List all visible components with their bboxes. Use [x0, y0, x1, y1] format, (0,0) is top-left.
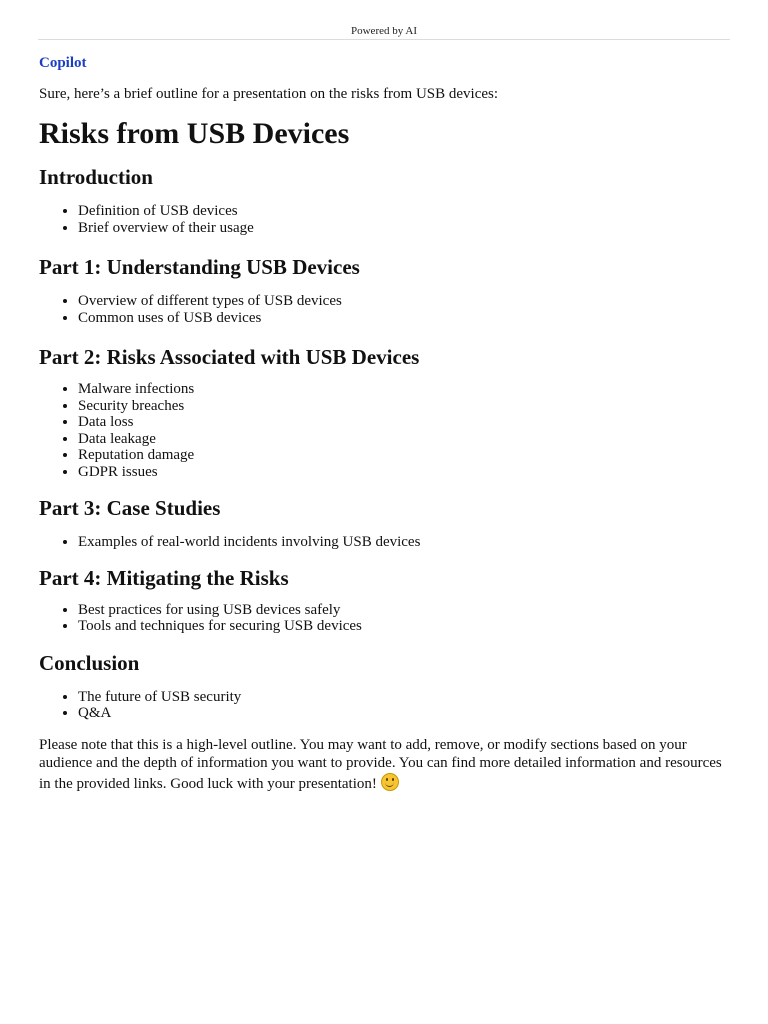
document-title: Risks from USB Devices: [39, 117, 350, 150]
list-item: • Data leakage: [78, 431, 729, 448]
list-item: • Best practices for using USB devices safely: [78, 602, 729, 619]
section-heading: Part 4: Mitigating the Risks: [39, 565, 289, 590]
list-item: • Data loss: [78, 414, 729, 431]
list-item: • Definition of USB devices: [78, 203, 729, 220]
bullet-list: [39, 293, 729, 326]
bullet-list: [39, 534, 729, 551]
intro-text: Sure, here’s a brief outline for a presentation on the risks from USB devices:: [39, 86, 499, 102]
section-heading: Part 2: Risks Associated with USB Devices: [39, 345, 420, 369]
assistant-name: Copilot: [39, 55, 87, 71]
section-introduction: [39, 164, 729, 236]
list-item: • Reputation damage: [78, 447, 729, 464]
section-heading: Conclusion: [39, 650, 140, 675]
smiling-face-icon: [381, 773, 399, 791]
bullet-list: [39, 203, 729, 236]
section-part-1: [39, 254, 729, 326]
list-item: • Overview of different types of USB devices: [78, 293, 729, 310]
section-part-2: [39, 344, 729, 480]
list-item: • GDPR issues: [78, 464, 729, 481]
bullet-list: [39, 381, 729, 480]
section-part-3: [39, 495, 729, 551]
list-item: • Malware infections: [78, 381, 729, 398]
section-conclusion: [39, 650, 729, 722]
powered-by-label: Powered by AI: [351, 25, 417, 37]
section-heading: Introduction: [39, 165, 153, 189]
list-item: • The future of USB security: [78, 689, 729, 706]
closing-note-text: Please note that this is a high-level outline. You may want to add, remove, or modify sections based on your audience and the depth of information you want to provide. You can find more detailed information and resources in the provided links. Good luck with your presentation!: [39, 736, 722, 792]
section-heading: Part 3: Case Studies: [39, 496, 221, 520]
bullet-list: [39, 689, 729, 722]
bullet-list: [39, 602, 729, 635]
list-item: • Common uses of USB devices: [78, 310, 729, 327]
powered-by-header: [38, 24, 730, 40]
closing-note: [39, 736, 729, 794]
list-item: • Examples of real-world incidents involving USB devices: [78, 534, 729, 551]
list-item: • Q&A: [78, 705, 729, 722]
section-heading: Part 1: Understanding USB Devices: [39, 255, 360, 279]
chat-response: [39, 52, 729, 793]
list-item: • Brief overview of their usage: [78, 220, 729, 237]
section-part-4: [39, 565, 729, 635]
list-item: • Security breaches: [78, 398, 729, 415]
list-item: • Tools and techniques for securing USB devices: [78, 618, 729, 635]
